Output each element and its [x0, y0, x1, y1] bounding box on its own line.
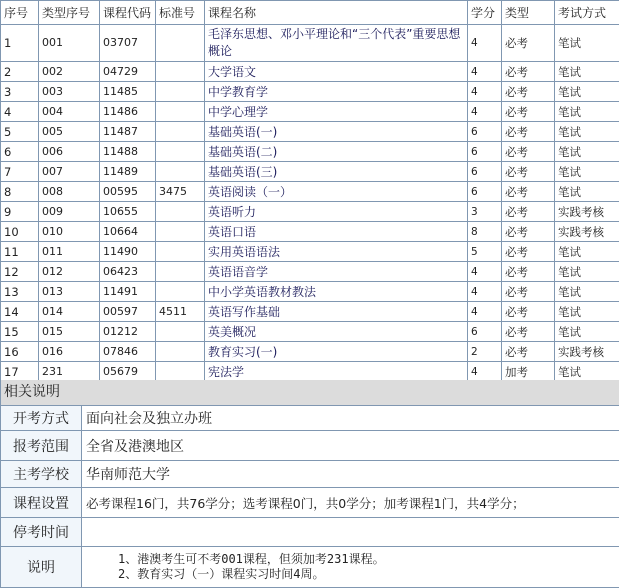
cell-credit: 6: [468, 162, 502, 182]
cell-credit: 6: [468, 122, 502, 142]
notes-label: 说明: [1, 547, 82, 588]
cell-credit: 5: [468, 242, 502, 262]
cell-no: 17: [1, 362, 39, 382]
header-credit: 学分: [468, 1, 502, 25]
cell-name: 毛泽东思想、邓小平理论和“三个代表”重要思想概论: [205, 25, 468, 62]
remark-line-1: 1、港澳考生可不考001课程，但须加考231课程。: [118, 552, 619, 567]
cell-code: 11486: [100, 102, 156, 122]
cell-no: 1: [1, 25, 39, 62]
cell-std: [156, 322, 205, 342]
cell-name: 英语语音学: [205, 262, 468, 282]
cell-code: 06423: [100, 262, 156, 282]
cell-std: 4511: [156, 302, 205, 322]
cell-std: [156, 202, 205, 222]
cell-credit: 4: [468, 362, 502, 382]
cell-credit: 4: [468, 262, 502, 282]
cell-std: [156, 222, 205, 242]
cell-exam: 笔试: [555, 102, 619, 122]
table-row: [1, 362, 619, 382]
cell-type-no: 016: [39, 342, 100, 362]
cell-type: 必考: [502, 122, 555, 142]
cell-credit: 4: [468, 82, 502, 102]
cell-exam: 笔试: [555, 25, 619, 62]
table-row: [1, 25, 619, 62]
cell-type: 必考: [502, 242, 555, 262]
cell-code: 10664: [100, 222, 156, 242]
cell-type-no: 006: [39, 142, 100, 162]
cell-credit: 3: [468, 202, 502, 222]
cell-type-no: 012: [39, 262, 100, 282]
cell-credit: 4: [468, 62, 502, 82]
cell-credit: 4: [468, 25, 502, 62]
cell-no: 7: [1, 162, 39, 182]
cell-code: 01212: [100, 322, 156, 342]
cell-exam: 实践考核: [555, 342, 619, 362]
notes-remarks: [82, 547, 619, 588]
cell-type: 必考: [502, 262, 555, 282]
cell-type: 必考: [502, 62, 555, 82]
notes-value: [82, 518, 619, 547]
notes-label: 主考学校: [1, 461, 82, 488]
cell-name: 基础英语(一): [205, 122, 468, 142]
cell-type: 必考: [502, 302, 555, 322]
cell-no: 10: [1, 222, 39, 242]
table-row: [1, 342, 619, 362]
cell-no: 6: [1, 142, 39, 162]
cell-type: 加考: [502, 362, 555, 382]
cell-exam: 笔试: [555, 82, 619, 102]
cell-name: 中小学英语教材教法: [205, 282, 468, 302]
cell-code: 11490: [100, 242, 156, 262]
cell-no: 14: [1, 302, 39, 322]
cell-exam: 笔试: [555, 162, 619, 182]
table-row: [1, 302, 619, 322]
cell-type-no: 008: [39, 182, 100, 202]
cell-no: 8: [1, 182, 39, 202]
cell-no: 5: [1, 122, 39, 142]
cell-name: 英语阅读（一）: [205, 182, 468, 202]
cell-std: [156, 342, 205, 362]
notes-label: 课程设置: [1, 488, 82, 518]
cell-type-no: 011: [39, 242, 100, 262]
cell-std: [156, 25, 205, 62]
cell-type-no: 004: [39, 102, 100, 122]
notes-value: 面向社会及独立办班: [82, 406, 619, 431]
notes-row-stop-time: [1, 518, 619, 547]
header-std: 标准号: [156, 1, 205, 25]
cell-exam: 笔试: [555, 242, 619, 262]
cell-exam: 笔试: [555, 302, 619, 322]
cell-no: 15: [1, 322, 39, 342]
cell-std: [156, 102, 205, 122]
table-row: [1, 282, 619, 302]
cell-name: 英语听力: [205, 202, 468, 222]
remark-line-2: 2、教育实习（一）课程实习时间4周。: [118, 567, 619, 582]
notes-row-remarks: [1, 547, 619, 588]
cell-no: 12: [1, 262, 39, 282]
cell-type-no: 009: [39, 202, 100, 222]
cell-type: 必考: [502, 342, 555, 362]
cell-credit: 4: [468, 282, 502, 302]
cell-type: 必考: [502, 282, 555, 302]
cell-std: [156, 362, 205, 382]
cell-exam: 笔试: [555, 62, 619, 82]
notes-label: 停考时间: [1, 518, 82, 547]
cell-type-no: 001: [39, 25, 100, 62]
cell-type: 必考: [502, 25, 555, 62]
cell-credit: 4: [468, 102, 502, 122]
cell-type-no: 003: [39, 82, 100, 102]
header-exam: 考试方式: [555, 1, 619, 25]
cell-type: 必考: [502, 142, 555, 162]
cell-type-no: 007: [39, 162, 100, 182]
header-type: 类型: [502, 1, 555, 25]
cell-exam: 笔试: [555, 322, 619, 342]
cell-code: 07846: [100, 342, 156, 362]
table-row: [1, 242, 619, 262]
cell-type: 必考: [502, 82, 555, 102]
cell-exam: 笔试: [555, 362, 619, 382]
cell-exam: 笔试: [555, 262, 619, 282]
cell-exam: 笔试: [555, 282, 619, 302]
cell-no: 16: [1, 342, 39, 362]
cell-code: 00595: [100, 182, 156, 202]
cell-std: [156, 62, 205, 82]
notes-table: [0, 405, 619, 588]
cell-type: 必考: [502, 222, 555, 242]
cell-type-no: 013: [39, 282, 100, 302]
cell-exam: 实践考核: [555, 222, 619, 242]
table-row: [1, 162, 619, 182]
header-type-no: 类型序号: [39, 1, 100, 25]
cell-no: 3: [1, 82, 39, 102]
cell-std: 3475: [156, 182, 205, 202]
cell-no: 2: [1, 62, 39, 82]
cell-exam: 笔试: [555, 182, 619, 202]
notes-label: 报考范围: [1, 431, 82, 461]
cell-credit: 2: [468, 342, 502, 362]
notes-row-course-setup: [1, 488, 619, 518]
cell-code: 11488: [100, 142, 156, 162]
cell-std: [156, 142, 205, 162]
header-name: 课程名称: [205, 1, 468, 25]
cell-name: 英语口语: [205, 222, 468, 242]
cell-exam: 实践考核: [555, 202, 619, 222]
notes-row-open-mode: [1, 406, 619, 431]
table-row: [1, 322, 619, 342]
cell-std: [156, 122, 205, 142]
cell-std: [156, 282, 205, 302]
notes-label: 开考方式: [1, 406, 82, 431]
cell-std: [156, 82, 205, 102]
notes-value: 华南师范大学: [82, 461, 619, 488]
cell-code: 11489: [100, 162, 156, 182]
table-row: [1, 222, 619, 242]
notes-value: 必考课程16门，共76学分；选考课程0门，共0学分；加考课程1门，共4学分；: [82, 488, 619, 518]
cell-type-no: 002: [39, 62, 100, 82]
table-row: [1, 82, 619, 102]
cell-code: 04729: [100, 62, 156, 82]
cell-type-no: 015: [39, 322, 100, 342]
table-row: [1, 122, 619, 142]
cell-credit: 6: [468, 182, 502, 202]
cell-std: [156, 242, 205, 262]
table-row: [1, 142, 619, 162]
cell-name: 宪法学: [205, 362, 468, 382]
cell-code: 03707: [100, 25, 156, 62]
cell-name: 基础英语(二): [205, 142, 468, 162]
notes-value: 全省及港澳地区: [82, 431, 619, 461]
table-row: [1, 62, 619, 82]
table-row: [1, 202, 619, 222]
cell-code: 11485: [100, 82, 156, 102]
cell-name: 中学心理学: [205, 102, 468, 122]
table-row: [1, 102, 619, 122]
cell-name: 教育实习(一): [205, 342, 468, 362]
cell-std: [156, 162, 205, 182]
cell-code: 10655: [100, 202, 156, 222]
cell-type-no: 014: [39, 302, 100, 322]
cell-type: 必考: [502, 182, 555, 202]
cell-no: 11: [1, 242, 39, 262]
cell-name: 英美概况: [205, 322, 468, 342]
cell-code: 11491: [100, 282, 156, 302]
header-code: 课程代码: [100, 1, 156, 25]
table-row: [1, 262, 619, 282]
cell-type: 必考: [502, 102, 555, 122]
cell-no: 4: [1, 102, 39, 122]
notes-row-scope: [1, 431, 619, 461]
cell-code: 00597: [100, 302, 156, 322]
cell-code: 11487: [100, 122, 156, 142]
cell-no: 9: [1, 202, 39, 222]
cell-std: [156, 262, 205, 282]
cell-credit: 6: [468, 142, 502, 162]
table-header-row: [1, 1, 619, 25]
cell-type: 必考: [502, 202, 555, 222]
cell-name: 中学教育学: [205, 82, 468, 102]
cell-type: 必考: [502, 322, 555, 342]
cell-exam: 笔试: [555, 122, 619, 142]
header-no: 序号: [1, 1, 39, 25]
cell-no: 13: [1, 282, 39, 302]
cell-name: 基础英语(三): [205, 162, 468, 182]
cell-exam: 笔试: [555, 142, 619, 162]
notes-section-title: 相关说明: [0, 380, 619, 405]
cell-name: 英语写作基础: [205, 302, 468, 322]
cell-credit: 6: [468, 322, 502, 342]
cell-type-no: 005: [39, 122, 100, 142]
cell-type-no: 231: [39, 362, 100, 382]
cell-type-no: 010: [39, 222, 100, 242]
cell-name: 实用英语语法: [205, 242, 468, 262]
notes-row-school: [1, 461, 619, 488]
cell-credit: 4: [468, 302, 502, 322]
table-row: [1, 182, 619, 202]
cell-type: 必考: [502, 162, 555, 182]
cell-code: 05679: [100, 362, 156, 382]
cell-name: 大学语文: [205, 62, 468, 82]
cell-credit: 8: [468, 222, 502, 242]
